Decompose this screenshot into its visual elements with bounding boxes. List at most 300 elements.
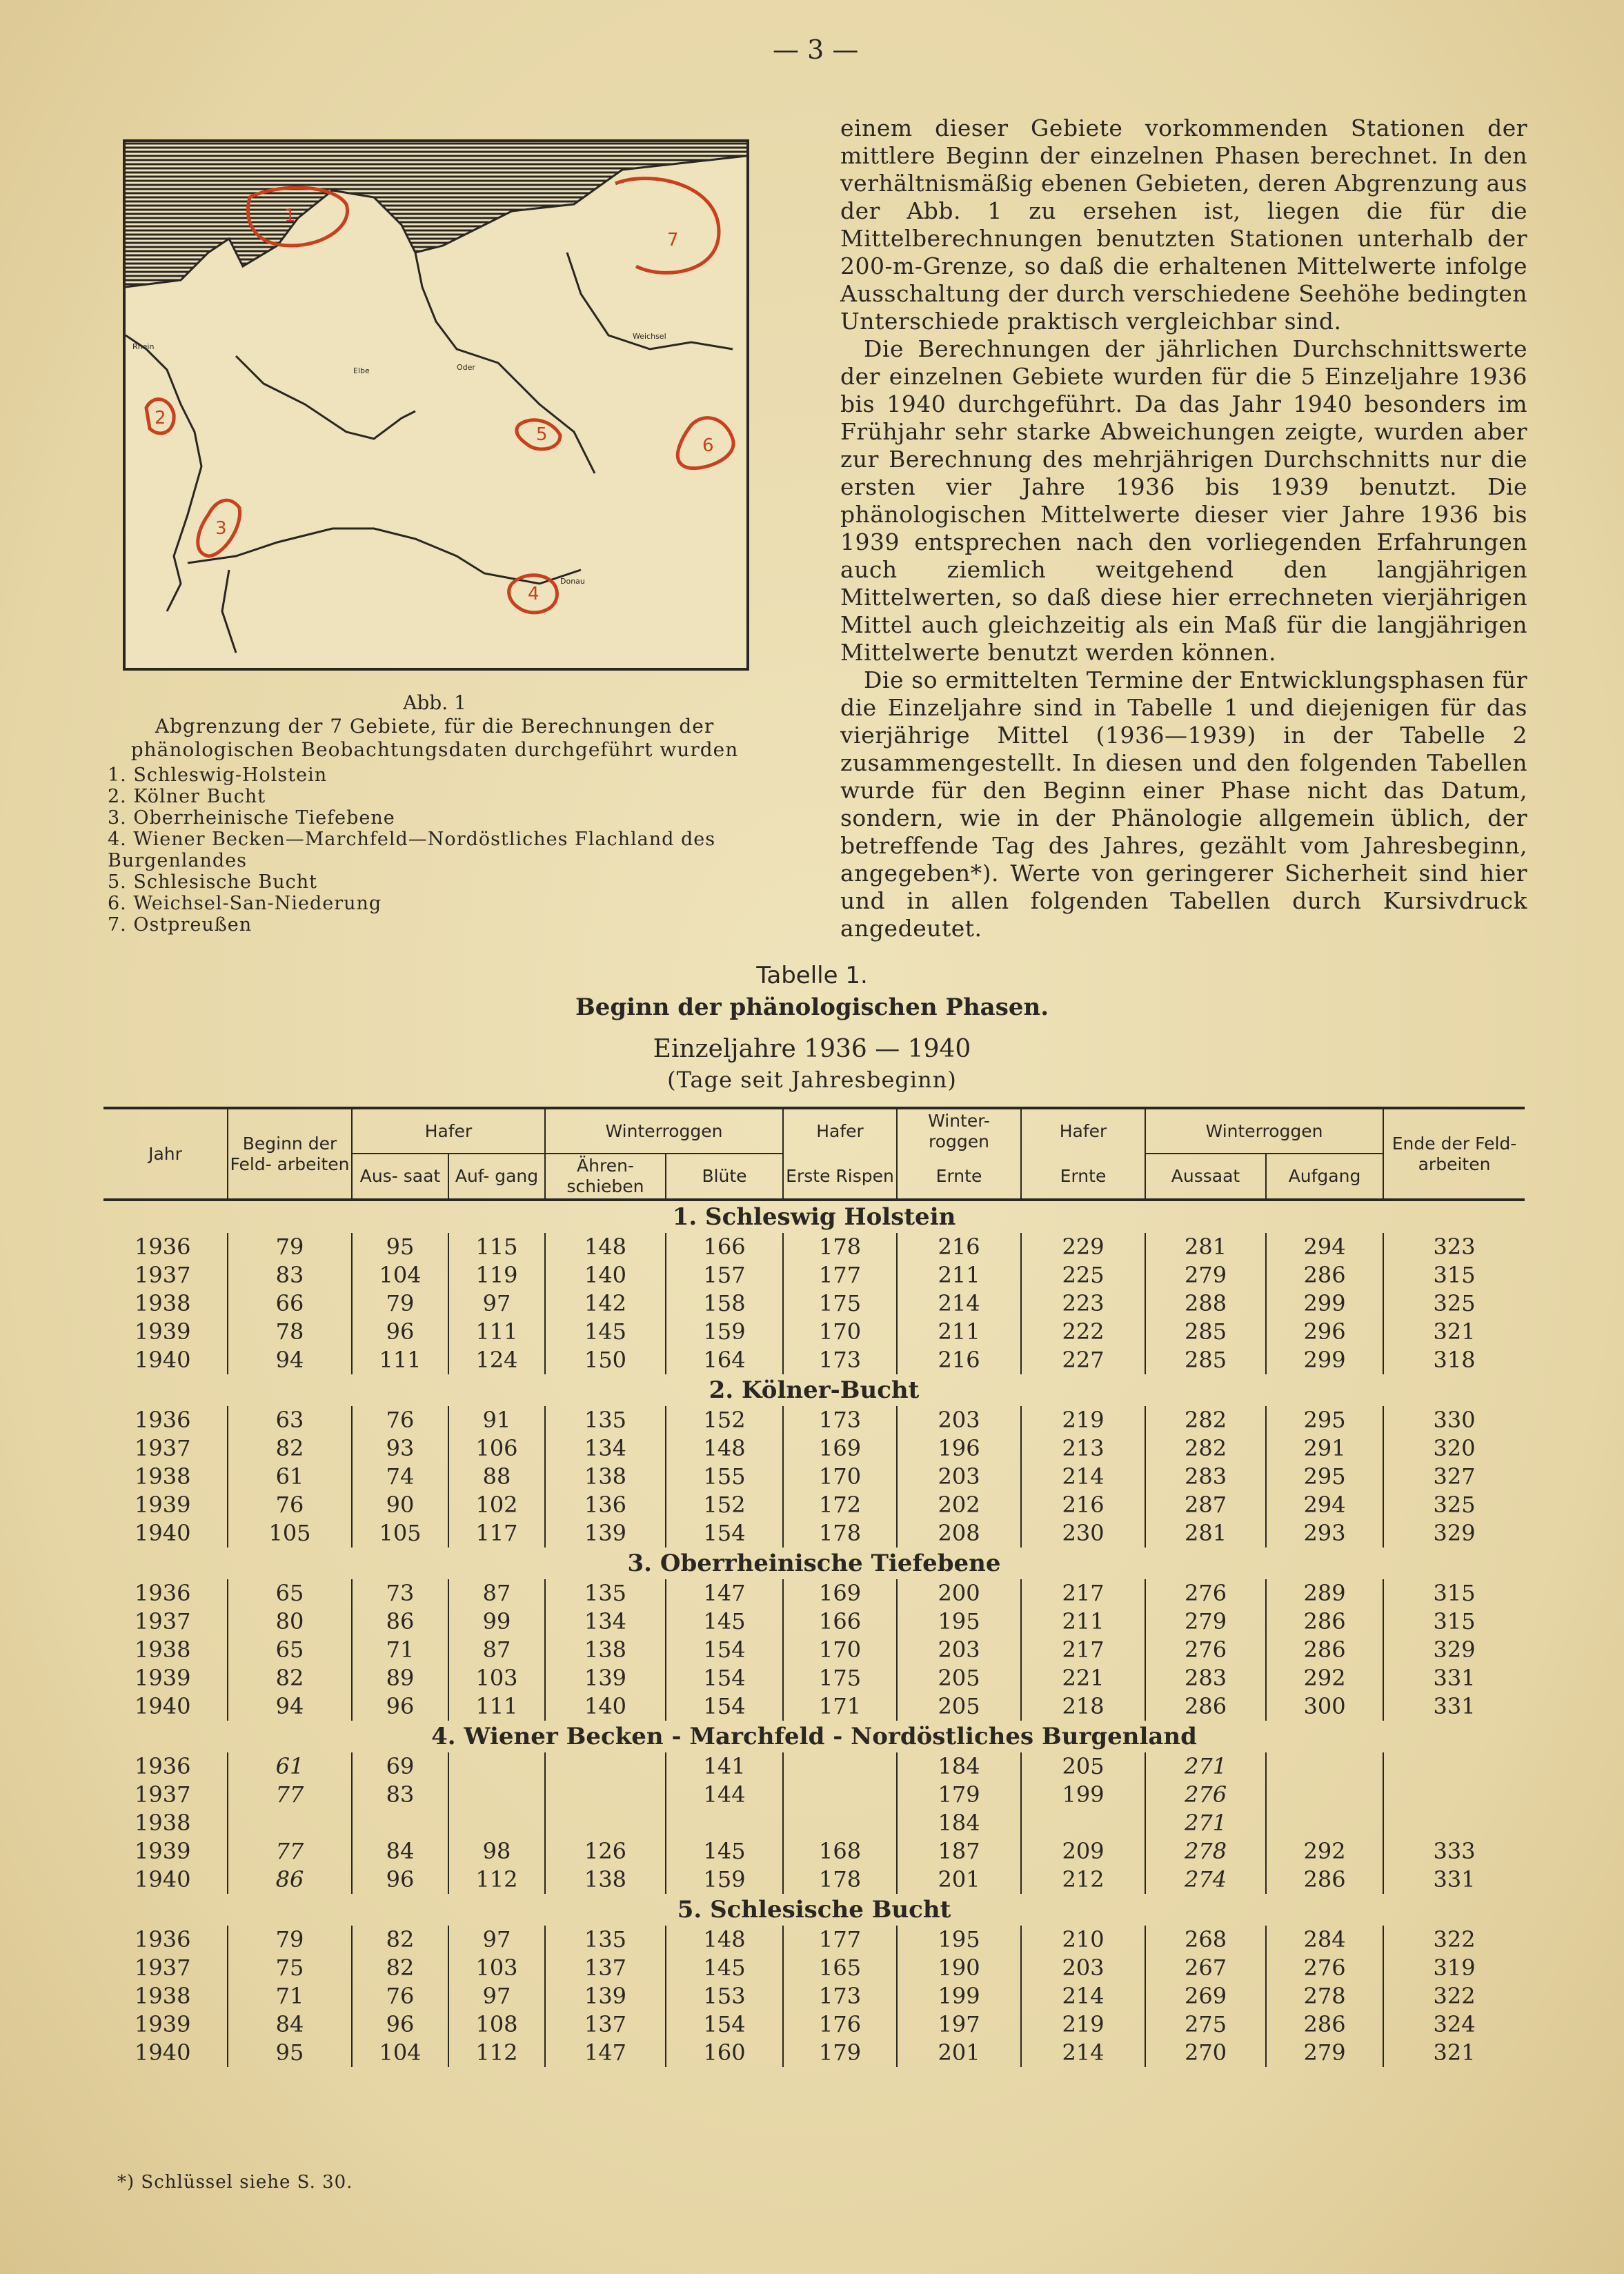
table-cell: 66 xyxy=(228,1289,352,1318)
table-cell: 295 xyxy=(1266,1406,1383,1434)
region-item: 1. Schleswig-Holstein xyxy=(108,764,328,786)
table-cell: 214 xyxy=(1021,1463,1145,1491)
table-cell: 212 xyxy=(1021,1866,1145,1894)
table-cell: 177 xyxy=(783,1261,897,1289)
region-list xyxy=(103,764,766,936)
table-cell: 158 xyxy=(666,1289,783,1318)
table-cell xyxy=(783,1781,897,1809)
table-cell: 288 xyxy=(1145,1289,1266,1318)
table-cell: 135 xyxy=(545,1926,666,1954)
table-cell: 96 xyxy=(352,1692,448,1721)
table-row xyxy=(103,1954,1525,1982)
section-header-row xyxy=(103,1548,1525,1579)
table-cell: 154 xyxy=(666,1692,783,1721)
table-cell: 111 xyxy=(448,1692,545,1721)
table-cell: 275 xyxy=(1145,2010,1266,2039)
table-cell: 139 xyxy=(545,1519,666,1548)
col-bluete: Blüte xyxy=(666,1154,783,1200)
table-cell: 95 xyxy=(228,2039,352,2067)
col-aussaat: Aus- saat xyxy=(352,1154,448,1200)
table-row xyxy=(103,1809,1525,1837)
table-cell: 1938 xyxy=(135,1463,191,1490)
region-item: 7. Ostpreußen xyxy=(108,914,252,936)
region-item: 4. Wiener Becken—Marchfeld—Nordöstliches Flachland des Burgenlandes xyxy=(108,829,716,871)
table-row xyxy=(103,1664,1525,1692)
table-cell: 225 xyxy=(1021,1261,1145,1289)
river-label-weichsel: Weichsel xyxy=(633,332,666,341)
table-cell: 76 xyxy=(228,1491,352,1519)
table-cell: 89 xyxy=(352,1664,448,1692)
table-cell: 140 xyxy=(545,1261,666,1289)
table-cell: 141 xyxy=(666,1752,783,1781)
table-cell: 103 xyxy=(448,1954,545,1982)
table-cell: 287 xyxy=(1145,1491,1266,1519)
table-cell: 1936 xyxy=(135,1234,191,1260)
table-cell: 285 xyxy=(1145,1318,1266,1346)
table-cell: 95 xyxy=(352,1233,448,1261)
table-cell xyxy=(666,1809,783,1837)
table-cell: 97 xyxy=(448,1289,545,1318)
table-cell: 179 xyxy=(897,1781,1021,1809)
table-cell: 216 xyxy=(897,1233,1021,1261)
col-wr-ernte-top: Winter- roggen xyxy=(897,1108,1021,1154)
table-cell: 71 xyxy=(228,1982,352,2010)
table-cell: 1940 xyxy=(135,1693,191,1719)
table-cell: 93 xyxy=(352,1434,448,1463)
table-cell: 187 xyxy=(897,1837,1021,1866)
table-cell: 1938 xyxy=(135,1983,191,2009)
table-cell: 148 xyxy=(666,1926,783,1954)
table-cell: 136 xyxy=(545,1491,666,1519)
figure-caption xyxy=(103,691,766,936)
table-cell: 329 xyxy=(1383,1519,1525,1548)
table-cell: 205 xyxy=(897,1692,1021,1721)
table-cell: 69 xyxy=(352,1752,448,1781)
table-cell: 157 xyxy=(666,1261,783,1289)
table-row xyxy=(103,1289,1525,1318)
table-cell: 274 xyxy=(1145,1866,1266,1894)
table-cell: 1938 xyxy=(135,1637,191,1663)
table-cell: 71 xyxy=(352,1636,448,1664)
southern-river xyxy=(188,528,581,584)
table-cell: 292 xyxy=(1266,1664,1383,1692)
table-cell: 171 xyxy=(783,1692,897,1721)
col-hafer-ernte-top: Hafer xyxy=(1021,1108,1145,1154)
table-cell: 283 xyxy=(1145,1463,1266,1491)
table-cell: 153 xyxy=(666,1982,783,2010)
section-title: 3. Oberrheinische Tiefebene xyxy=(627,1550,1001,1577)
table-cell: 112 xyxy=(448,2039,545,2067)
section-header-row xyxy=(103,1721,1525,1752)
table-row xyxy=(103,1491,1525,1519)
map-number-7: 7 xyxy=(667,230,679,250)
table-cell: 1940 xyxy=(135,1347,191,1373)
table-cell: 286 xyxy=(1266,1261,1383,1289)
table-cell: 1937 xyxy=(135,1435,191,1461)
table-cell: 223 xyxy=(1021,1289,1145,1318)
table-cell: 276 xyxy=(1266,1954,1383,1982)
table-row xyxy=(103,1406,1525,1434)
col-group-winterroggen-2: Winterroggen xyxy=(1145,1108,1383,1154)
table-cell xyxy=(1266,1781,1383,1809)
table-cell: 324 xyxy=(1383,2010,1525,2039)
table-cell: 102 xyxy=(448,1491,545,1519)
section-title: 1. Schleswig Holstein xyxy=(672,1203,956,1231)
table-cell: 268 xyxy=(1145,1926,1266,1954)
table-cell: 333 xyxy=(1383,1837,1525,1866)
table-cell xyxy=(1021,1809,1145,1837)
table-cell: 271 xyxy=(1145,1752,1266,1781)
table-cell: 329 xyxy=(1383,1636,1525,1664)
table-cell: 1937 xyxy=(135,1781,191,1808)
table-cell: 94 xyxy=(228,1692,352,1721)
paragraph: einem dieser Gebiete vorkommenden Stationen der mittlere Beginn der einzelnen Phasen berechnet. In den verhältnismäßig ebenen Gebieten, deren Abgrenzung aus der Abb. 1 zu ersehen ist, liegen die für die Mittelberechnungen benutzten Stationen unterhalb der 200-m-Grenze, so daß die erhaltenen Mittelwerte infolge Ausschaltung der durch verschiedene Seehöhe bedingten Unterschiede praktisch vergleichbar sind. xyxy=(840,115,1527,335)
table-cell: 184 xyxy=(897,1809,1021,1837)
river-label-rhein: Rhein xyxy=(132,342,155,351)
table-row xyxy=(103,1463,1525,1491)
table-cell: 1936 xyxy=(135,1753,191,1779)
table-row xyxy=(103,1579,1525,1608)
region-item: 6. Weichsel-San-Niederung xyxy=(108,893,382,914)
col-ende: Ende der Feld- arbeiten xyxy=(1383,1108,1525,1200)
table-cell: 164 xyxy=(666,1346,783,1374)
table-cell: 281 xyxy=(1145,1233,1266,1261)
col-group-hafer: Hafer xyxy=(352,1108,545,1154)
table-row xyxy=(103,1636,1525,1664)
table-row xyxy=(103,1692,1525,1721)
table-cell: 155 xyxy=(666,1463,783,1491)
table-cell: 173 xyxy=(783,1346,897,1374)
table-cell: 1938 xyxy=(135,1290,191,1316)
map-number-2: 2 xyxy=(155,408,166,428)
table-cell: 331 xyxy=(1383,1692,1525,1721)
table-cell: 276 xyxy=(1145,1781,1266,1809)
table-cell: 205 xyxy=(1021,1752,1145,1781)
table-title: Beginn der phänologischen Phasen. xyxy=(575,993,1049,1021)
table-cell: 219 xyxy=(1021,2010,1145,2039)
table-cell: 295 xyxy=(1266,1463,1383,1491)
table-cell: 173 xyxy=(783,1982,897,2010)
table-cell: 216 xyxy=(897,1346,1021,1374)
table-cell: 1940 xyxy=(135,1866,191,1892)
table-cell: 289 xyxy=(1266,1579,1383,1608)
table-cell: 318 xyxy=(1383,1346,1525,1374)
table-cell: 137 xyxy=(545,2010,666,2039)
table-row xyxy=(103,2039,1525,2067)
table-cell: 179 xyxy=(783,2039,897,2067)
table-cell: 112 xyxy=(448,1866,545,1894)
table-cell: 80 xyxy=(228,1608,352,1636)
table-cell: 159 xyxy=(666,1866,783,1894)
col-group-winterroggen: Winterroggen xyxy=(545,1108,783,1154)
table-cell: 126 xyxy=(545,1837,666,1866)
table-cell: 97 xyxy=(448,1926,545,1954)
table-cell: 284 xyxy=(1266,1926,1383,1954)
table-cell: 104 xyxy=(352,1261,448,1289)
table-cell: 199 xyxy=(1021,1781,1145,1809)
table-cell: 152 xyxy=(666,1491,783,1519)
table-cell: 1936 xyxy=(135,1407,191,1433)
table-cell: 170 xyxy=(783,1636,897,1664)
table-cell: 1939 xyxy=(135,1318,191,1345)
section-header-row xyxy=(103,1894,1525,1926)
table-cell: 279 xyxy=(1266,2039,1383,2067)
table-cell: 195 xyxy=(897,1608,1021,1636)
table-cell: 135 xyxy=(545,1579,666,1608)
table-cell: 86 xyxy=(352,1608,448,1636)
table-cell: 296 xyxy=(1266,1318,1383,1346)
table-cell: 111 xyxy=(448,1318,545,1346)
table-cell: 278 xyxy=(1145,1837,1266,1866)
table-cell: 1939 xyxy=(135,2011,191,2037)
table-cell: 90 xyxy=(352,1491,448,1519)
table-cell: 184 xyxy=(897,1752,1021,1781)
table-cell: 299 xyxy=(1266,1346,1383,1374)
table-subtitle: Einzeljahre 1936 — 1940 xyxy=(653,1035,971,1063)
table-cell: 134 xyxy=(545,1608,666,1636)
table-cell: 322 xyxy=(1383,1982,1525,2010)
river-label-oder: Oder xyxy=(457,363,475,372)
table-cell: 278 xyxy=(1266,1982,1383,2010)
section-title: 4. Wiener Becken - Marchfeld - Nordöstliches Burgenland xyxy=(431,1723,1197,1750)
table-cell: 217 xyxy=(1021,1579,1145,1608)
table-cell: 97 xyxy=(448,1982,545,2010)
table-cell: 79 xyxy=(228,1926,352,1954)
table-cell: 111 xyxy=(352,1346,448,1374)
table-cell: 154 xyxy=(666,1636,783,1664)
page-number: — 3 — xyxy=(773,34,859,65)
table-row xyxy=(103,1519,1525,1548)
map-number-4: 4 xyxy=(528,584,539,604)
table-cell: 87 xyxy=(448,1579,545,1608)
table-cell: 148 xyxy=(545,1233,666,1261)
table-cell: 286 xyxy=(1266,1866,1383,1894)
table-cell: 190 xyxy=(897,1954,1021,1982)
table-cell: 142 xyxy=(545,1289,666,1318)
table-cell: 276 xyxy=(1145,1636,1266,1664)
table-cell: 211 xyxy=(1021,1608,1145,1636)
section-header-row xyxy=(103,1374,1525,1406)
table-cell: 286 xyxy=(1266,1636,1383,1664)
table-cell: 169 xyxy=(783,1434,897,1463)
table-cell: 169 xyxy=(783,1579,897,1608)
table-cell: 74 xyxy=(352,1463,448,1491)
table-cell xyxy=(1383,1781,1525,1809)
table-cell: 299 xyxy=(1266,1289,1383,1318)
table-cell xyxy=(352,1809,448,1837)
table-cell xyxy=(1383,1752,1525,1781)
table-cell: 219 xyxy=(1021,1406,1145,1434)
table-cell: 138 xyxy=(545,1636,666,1664)
paragraph: Die Berechnungen der jährlichen Durchschnittswerte der einzelnen Gebiete wurden für die 5 Einzeljahre 1936 bis 1940 durchgeführt. Da das Jahr 1940 besonders im Frühjahr sehr starke Abweichungen zeigte, wurden aber zur Berechnung des mehrjährigen Durchschnitts nur die ersten vier Jahre 1936 bis 1939 benutzt. Die phänologischen Mittelwerte dieser vier Jahre 1936 bis 1939 entsprechen nach den vorliegenden Erfahrungen auch ziemlich weitgehend den langjährigen Mittelwerten, so daß diese hier errechneten vierjährigen Mittel auch gleichzeitig als ein Maß für die langjährigen Mittelwerte benutzt werden können. xyxy=(840,335,1527,666)
table-cell: 1937 xyxy=(135,1262,191,1288)
map-number-6: 6 xyxy=(702,435,714,456)
table-cell: 271 xyxy=(1145,1809,1266,1837)
table-cell: 276 xyxy=(1145,1579,1266,1608)
table-cell: 86 xyxy=(228,1866,352,1894)
table-cell: 201 xyxy=(897,1866,1021,1894)
col-wr-ernte-bottom: Ernte xyxy=(897,1154,1021,1200)
table-cell: 208 xyxy=(897,1519,1021,1548)
table-cell: 286 xyxy=(1266,1608,1383,1636)
table-cell: 91 xyxy=(448,1406,545,1434)
table-cell: 152 xyxy=(666,1406,783,1434)
table-cell: 291 xyxy=(1266,1434,1383,1463)
table-row xyxy=(103,1434,1525,1463)
col-beginn: Beginn der Feld- arbeiten xyxy=(228,1108,352,1200)
table-cell: 140 xyxy=(545,1692,666,1721)
table-row xyxy=(103,1926,1525,1954)
table-cell: 202 xyxy=(897,1491,1021,1519)
table-cell: 282 xyxy=(1145,1406,1266,1434)
region-item: 3. Oberrheinische Tiefebene xyxy=(108,807,395,829)
table-cell: 214 xyxy=(897,1289,1021,1318)
elbe-river xyxy=(236,356,415,439)
table-cell xyxy=(228,1809,352,1837)
table-row xyxy=(103,1261,1525,1289)
table-cell: 230 xyxy=(1021,1519,1145,1548)
table-cell: 175 xyxy=(783,1289,897,1318)
table-row xyxy=(103,1346,1525,1374)
table-cell: 175 xyxy=(783,1664,897,1692)
table-cell: 148 xyxy=(666,1434,783,1463)
table-cell: 267 xyxy=(1145,1954,1266,1982)
table-cell: 145 xyxy=(666,1608,783,1636)
col-hafer-rispen-bottom: Erste Rispen xyxy=(783,1154,897,1200)
table-cell: 217 xyxy=(1021,1636,1145,1664)
table-cell: 209 xyxy=(1021,1837,1145,1866)
table-cell: 65 xyxy=(228,1636,352,1664)
table-cell: 320 xyxy=(1383,1434,1525,1463)
table-row xyxy=(103,2010,1525,2039)
western-border xyxy=(126,335,201,611)
figure-caption-text: Abgrenzung der 7 Gebiete, für die Berechnungen der phänologischen Beobachtungsdaten durchgeführt wurden xyxy=(130,715,739,761)
table-cell: 154 xyxy=(666,1664,783,1692)
table-cell: 203 xyxy=(897,1636,1021,1664)
region-item: 2. Kölner Bucht xyxy=(108,786,266,807)
table-cell: 103 xyxy=(448,1664,545,1692)
body-text xyxy=(840,115,1527,942)
table-cell: 282 xyxy=(1145,1434,1266,1463)
col-aehren: Ähren- schieben xyxy=(545,1154,666,1200)
table-cell: 137 xyxy=(545,1954,666,1982)
col-jahr: Jahr xyxy=(103,1108,228,1200)
table-cell: 325 xyxy=(1383,1491,1525,1519)
table-cell: 117 xyxy=(448,1519,545,1548)
table-cell: 300 xyxy=(1266,1692,1383,1721)
table-cell: 170 xyxy=(783,1318,897,1346)
table-cell xyxy=(783,1752,897,1781)
table-row xyxy=(103,1608,1525,1636)
table-cell: 294 xyxy=(1266,1491,1383,1519)
oder-river xyxy=(415,253,595,473)
table-cell: 77 xyxy=(228,1781,352,1809)
table-cell: 203 xyxy=(897,1406,1021,1434)
table-cell: 166 xyxy=(783,1608,897,1636)
section-header-row xyxy=(103,1200,1525,1233)
table-cell: 203 xyxy=(1021,1954,1145,1982)
table-cell: 178 xyxy=(783,1233,897,1261)
table-cell: 279 xyxy=(1145,1261,1266,1289)
table-cell: 145 xyxy=(545,1318,666,1346)
table-cell: 78 xyxy=(228,1318,352,1346)
table-cell xyxy=(545,1781,666,1809)
table-cell: 286 xyxy=(1266,2010,1383,2039)
table-cell: 294 xyxy=(1266,1233,1383,1261)
table-cell: 178 xyxy=(783,1866,897,1894)
table-cell: 96 xyxy=(352,2010,448,2039)
region-map xyxy=(123,139,749,671)
table-cell: 285 xyxy=(1145,1346,1266,1374)
table-cell: 124 xyxy=(448,1346,545,1374)
paragraph: Die so ermittelten Termine der Entwicklungsphasen für die Einzeljahre sind in Tabelle 1 und diejenigen für das vierjährige Mittel (1936—1939) in der Tabelle 2 zusammengestellt. In diesen und den folgenden Tabellen wurde für den Beginn einer Phase nicht das Datum, sondern, wie in der Phänologie allgemein üblich, der betreffende Tag des Jahres, gezählt vom Jahresbeginn, angegeben*). Werte von geringerer Sicherheit sind hier und in allen folgenden Tabellen durch Kursivdruck angedeutet. xyxy=(840,666,1527,942)
table-cell: 1940 xyxy=(135,2039,191,2066)
river-label-elbe: Elbe xyxy=(353,366,370,375)
table-cell: 221 xyxy=(1021,1664,1145,1692)
table-cell: 83 xyxy=(228,1261,352,1289)
table-cell: 173 xyxy=(783,1406,897,1434)
table-cell: 82 xyxy=(352,1954,448,1982)
rhine-south xyxy=(222,570,236,653)
table-cell: 214 xyxy=(1021,2039,1145,2067)
col-aufgang: Auf- gang xyxy=(448,1154,545,1200)
table-body xyxy=(103,1200,1525,2067)
table-cell: 96 xyxy=(352,1318,448,1346)
table-cell: 84 xyxy=(228,2010,352,2039)
col-hafer-ernte-bottom: Ernte xyxy=(1021,1154,1145,1200)
table-cell: 227 xyxy=(1021,1346,1145,1374)
table-cell: 82 xyxy=(228,1664,352,1692)
table-cell: 1937 xyxy=(135,1608,191,1634)
table-cell: 1936 xyxy=(135,1926,191,1952)
table-cell: 319 xyxy=(1383,1954,1525,1982)
table-cell: 1938 xyxy=(135,1810,191,1836)
table-cell: 77 xyxy=(228,1837,352,1866)
table-cell: 154 xyxy=(666,1519,783,1548)
region-item: 5. Schlesische Bucht xyxy=(108,871,317,893)
table-cell: 61 xyxy=(228,1463,352,1491)
table-cell: 150 xyxy=(545,1346,666,1374)
table-cell: 292 xyxy=(1266,1837,1383,1866)
table-cell: 75 xyxy=(228,1954,352,1982)
table-cell: 315 xyxy=(1383,1579,1525,1608)
table-cell: 286 xyxy=(1145,1692,1266,1721)
table-cell: 147 xyxy=(545,2039,666,2067)
table-cell: 205 xyxy=(897,1664,1021,1692)
table-cell: 195 xyxy=(897,1926,1021,1954)
table-cell: 79 xyxy=(352,1289,448,1318)
table-row xyxy=(103,1233,1525,1261)
table-cell: 76 xyxy=(352,1982,448,2010)
table-cell: 105 xyxy=(228,1519,352,1548)
col-hafer-rispen-top: Hafer xyxy=(783,1108,897,1154)
table-cell: 166 xyxy=(666,1233,783,1261)
table-cell: 201 xyxy=(897,2039,1021,2067)
table-cell: 315 xyxy=(1383,1608,1525,1636)
table-cell: 134 xyxy=(545,1434,666,1463)
table-cell: 94 xyxy=(228,1346,352,1374)
table-cell: 330 xyxy=(1383,1406,1525,1434)
table-cell xyxy=(1266,1809,1383,1837)
section-title: 2. Kölner-Bucht xyxy=(709,1376,920,1404)
table-cell: 269 xyxy=(1145,1982,1266,2010)
table-cell xyxy=(783,1809,897,1837)
table-cell: 229 xyxy=(1021,1233,1145,1261)
table-cell: 331 xyxy=(1383,1664,1525,1692)
table-cell: 83 xyxy=(352,1781,448,1809)
sea-area xyxy=(126,142,746,287)
table-cell: 138 xyxy=(545,1866,666,1894)
